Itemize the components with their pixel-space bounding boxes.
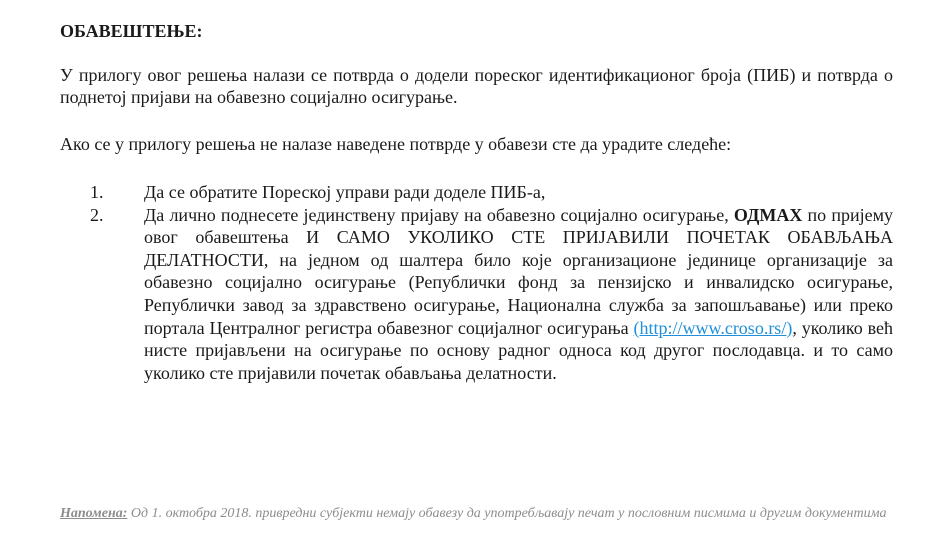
list-item-text: по пријему овог обавештења И САМО УКОЛИКО СТЕ ПРИЈАВИЛИ ПОЧЕТАК ОБАВЉАЊА ДЕЛАТНОСТИ, на једном од шалтера било које организационе јединице организације за обавезно социјално осигурање (Републички фонд за пензијско и инвалидско осигурање, Републички завод за здравствено осигурање, Национална служба за запошљавање) или преко портала Централног регистра обавезног социјалног осигурања: [144, 204, 894, 338]
list-item-text: Да се обратите Пореској управи ради доделе ПИБ-а,: [144, 182, 546, 202]
list-item-number: 1.: [90, 182, 104, 202]
instructions-list: [60, 181, 893, 384]
list-item-text: , уколико већ нисте пријављени на осигурање по основу радног односа код другог послодавца. и то само уколико сте пријавили почетак обављања делатности.: [144, 317, 893, 383]
notice-heading: ОБАВЕШТЕЊЕ:: [60, 21, 203, 41]
list-item-text: Да лично поднесете јединствену пријаву на обавезно социјално осигурање,: [144, 204, 734, 225]
list-item-number: 2.: [90, 204, 104, 225]
croso-portal-link[interactable]: (http://www.croso.rs/): [633, 317, 793, 338]
instructions-intro-paragraph: Ако се у прилогу решења не налазе наведене потврде у обавези сте да урадите следеће:: [60, 134, 732, 154]
note-text: Од 1. октобра 2018. привредни субјекти немају обавезу да употребљавају печат у пословним писмима и другим документима: [127, 506, 887, 521]
emphasis-text: ОДМАХ: [733, 204, 803, 225]
attachment-paragraph: У прилогу овог решења налази се потврда о додели пореског идентификационог броја (ПИБ) и потврда о поднетој пријави на обавезно социјално осигурање.: [60, 65, 893, 107]
list-item: [60, 181, 893, 204]
note-label: Напомена:: [60, 506, 128, 521]
footer-note: [60, 504, 893, 523]
list-item: [60, 204, 893, 385]
